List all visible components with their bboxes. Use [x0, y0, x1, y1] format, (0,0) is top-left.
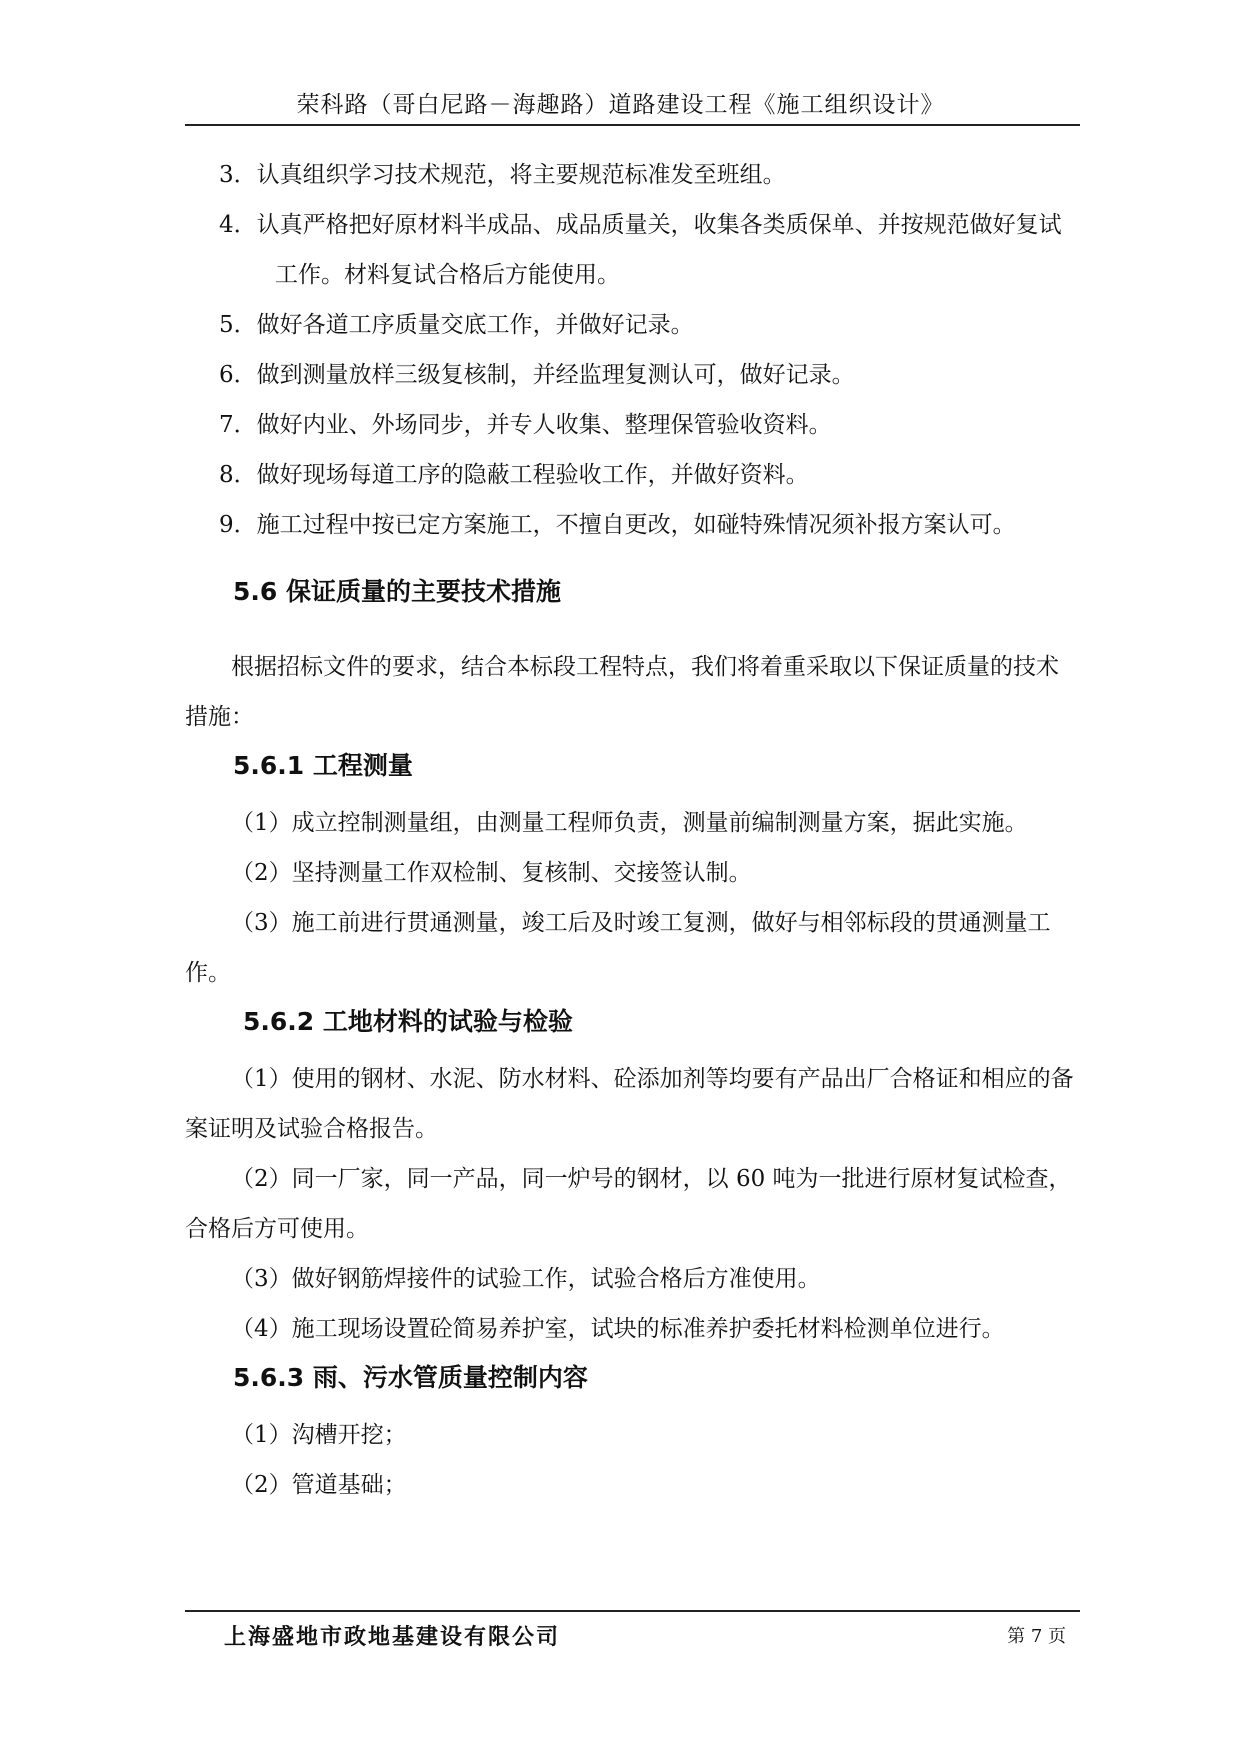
list-item-7: 7．做好内业、外场同步，并专人收集、整理保管验收资料。 [219, 412, 832, 438]
material-item-1: （1）使用的钢材、水泥、防水材料、砼添加剂等均要有产品出厂合格证和相应的备案证明及试验合格报告。 [185, 1066, 1074, 1142]
pipe-item-1: （1）沟槽开挖； [231, 1422, 407, 1448]
footer-divider [185, 1610, 1080, 1612]
pipe-item-2: （2）管道基础； [231, 1472, 407, 1498]
list-item-5: 5．做好各道工序质量交底工作，并做好记录。 [219, 312, 694, 338]
section-5-6-3-heading: 5.6.3 雨、污水管质量控制内容 [233, 1363, 588, 1392]
section-5-6-2-heading: 5.6.2 工地材料的试验与检验 [243, 1007, 573, 1036]
list-item-6: 6．做到测量放样三级复核制，并经监理复测认可，做好记录。 [219, 362, 855, 388]
footer-page-number: 第 7 页 [1007, 1626, 1066, 1647]
list-item-4: 4．认真严格把好原材料半成品、成品质量关，收集各类质保单、并按规范做好复试工作。材料复试合格后方能使用。 [219, 212, 1062, 288]
page-header-title: 荣科路（哥白尼路－海趣路）道路建设工程《施工组织设计》 [296, 92, 945, 118]
section-5-6-intro: 根据招标文件的要求，结合本标段工程特点，我们将着重采取以下保证质量的技术措施： [185, 654, 1059, 730]
material-item-2: （2）同一厂家，同一产品，同一炉号的钢材，以 60 吨为一批进行原材复试检查，合格后方可使用。 [185, 1166, 1072, 1242]
document-body [185, 150, 1080, 1510]
measure-item-3: （3）施工前进行贯通测量，竣工后及时竣工复测，做好与相邻标段的贯通测量工作。 [185, 910, 1051, 986]
header-divider [185, 124, 1080, 126]
section-5-6-heading: 5.6 保证质量的主要技术措施 [233, 577, 561, 606]
footer-company-name: 上海盛地市政地基建设有限公司 [224, 1624, 561, 1650]
list-item-8: 8．做好现场每道工序的隐蔽工程验收工作，并做好资料。 [219, 462, 809, 488]
measure-item-2: （2）坚持测量工作双检制、复核制、交接签认制。 [231, 860, 752, 886]
material-item-4: （4）施工现场设置砼简易养护室，试块的标准养护委托材料检测单位进行。 [231, 1316, 1005, 1342]
measure-item-1: （1）成立控制测量组，由测量工程师负责，测量前编制测量方案，据此实施。 [231, 810, 1028, 836]
list-item-9: 9．施工过程中按已定方案施工，不擅自更改，如碰特殊情况须补报方案认可。 [219, 512, 1016, 538]
material-item-3: （3）做好钢筋焊接件的试验工作，试验合格后方准使用。 [231, 1266, 821, 1292]
section-5-6-1-heading: 5.6.1 工程测量 [233, 751, 413, 780]
list-item-3: 3．认真组织学习技术规范，将主要规范标准发至班组。 [219, 162, 786, 188]
